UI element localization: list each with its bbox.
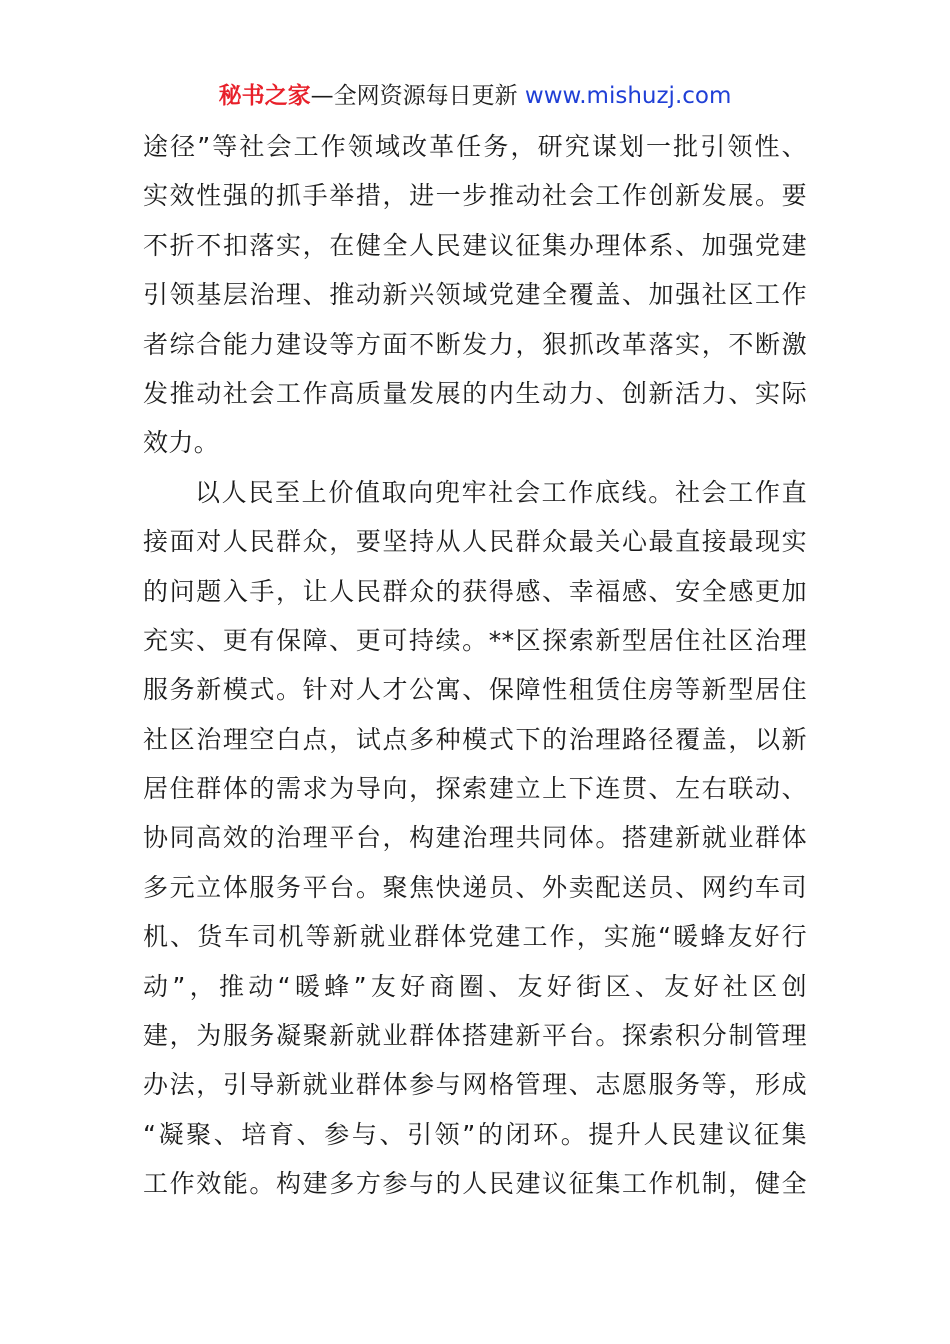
- paragraph-start-line: 以人民至上价值取向兜牢社会工作底线。社会工作直: [195, 477, 807, 507]
- page-header: [0, 80, 950, 112]
- site-brand: 秘书之家: [218, 83, 311, 109]
- body-line: 协同高效的治理平台，构建治理共同体。搭建新就业群体: [143, 823, 807, 853]
- body-line: 发推动社会工作高质量发展的内生动力、创新活力、实际: [143, 378, 807, 408]
- body-line: 的问题入手，让人民群众的获得感、幸福感、安全感更加: [143, 576, 807, 606]
- body-line: 服务新模式。针对人才公寓、保障性租赁住房等新型居住: [143, 675, 807, 705]
- body-line: 途径”等社会工作领域改革任务，研究谋划一批引领性、: [143, 132, 807, 161]
- body-line: 引领基层治理、推动新兴领域党建全覆盖、加强社区工作: [143, 280, 807, 310]
- body-line: 充实、更有保障、更可持续。**区探索新型居住社区治理: [143, 625, 807, 655]
- site-url-link[interactable]: www.mishuzj.com: [524, 83, 732, 109]
- body-line: 接面对人民群众，要坚持从人民群众最关心最直接最现实: [143, 527, 807, 557]
- body-line: 建，为服务凝聚新就业群体搭建新平台。探索积分制管理: [143, 1021, 807, 1051]
- body-line: 机、货车司机等新就业群体党建工作，实施“暖蜂友好行: [143, 922, 807, 952]
- body-line: 社区治理空白点，试点多种模式下的治理路径覆盖，以新: [143, 724, 807, 754]
- body-line: 居住群体的需求为导向，探索建立上下连贯、左右联动、: [143, 774, 807, 804]
- body-line: 工作效能。构建多方参与的人民建议征集工作机制，健全: [143, 1169, 807, 1199]
- body-line: 动”，推动“暖蜂”友好商圈、友好街区、友好社区创: [143, 971, 807, 1001]
- body-line: 者综合能力建设等方面不断发力，狠抓改革落实，不断激: [143, 329, 807, 359]
- body-line: 实效性强的抓手举措，进一步推动社会工作创新发展。要: [143, 181, 807, 211]
- body-line: 效力。: [143, 428, 220, 458]
- site-slogan: —全网资源每日更新: [310, 83, 518, 109]
- document-body: [143, 122, 807, 1209]
- body-line: 不折不扣落实，在健全人民建议征集办理体系、加强党建: [143, 230, 807, 260]
- body-line: “凝聚、培育、参与、引领”的闭环。提升人民建议征集: [143, 1119, 807, 1149]
- body-line: 多元立体服务平台。聚焦快递员、外卖配送员、网约车司: [143, 872, 807, 902]
- body-line: 办法，引导新就业群体参与网格管理、志愿服务等，形成: [143, 1070, 807, 1100]
